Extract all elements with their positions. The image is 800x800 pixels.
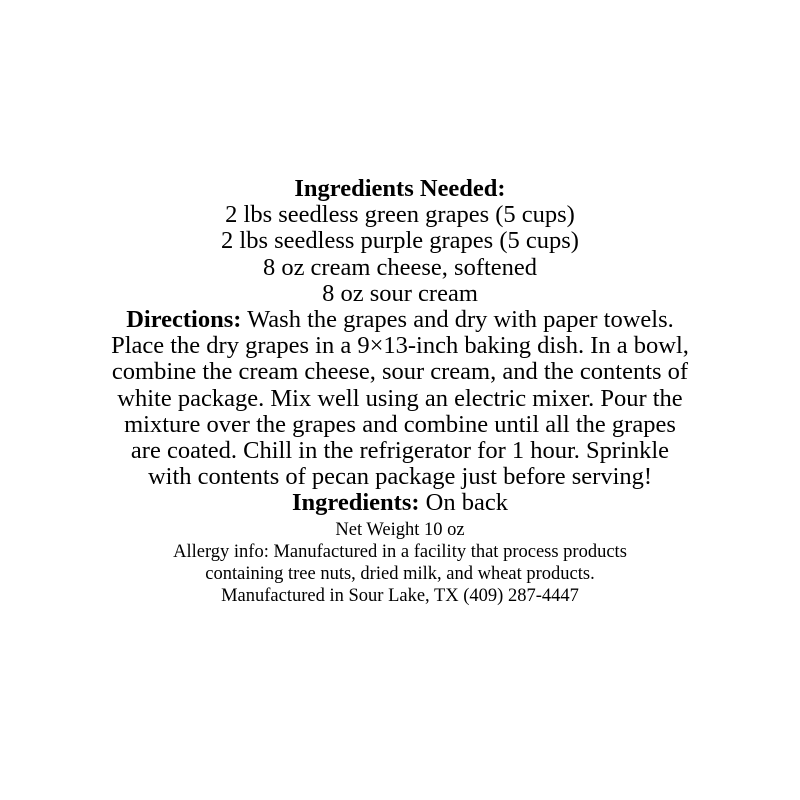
- ingredients-needed-heading: Ingredients Needed:: [294, 175, 506, 202]
- ingredient-item-sour-cream: 8 oz sour cream: [322, 279, 478, 307]
- directions-line-5: mixture over the grapes and combine until all the grapes: [124, 410, 676, 438]
- ingredient-item-green-grapes: 2 lbs seedless green grapes (5 cups): [225, 201, 575, 229]
- ingredient-item-cream-cheese: 8 oz cream cheese, softened: [262, 253, 538, 281]
- product-label: [0, 176, 800, 607]
- directions-line-3: combine the cream cheese, sour cream, and the contents of: [111, 358, 689, 386]
- directions-text-1: Wash the grapes and dry with paper towels.: [241, 306, 674, 334]
- directions-block: [40, 307, 760, 490]
- allergy-info-line-2: containing tree nuts, dried milk, and wheat products.: [205, 563, 595, 584]
- directions-line-4: white package. Mix well using an electric mixer. Pour the: [117, 384, 683, 412]
- directions-line-7: with contents of pecan package just before serving!: [147, 463, 653, 491]
- directions-line-6: are coated. Chill in the refrigerator for 1 hour. Sprinkle: [130, 437, 670, 465]
- net-weight: Net Weight 10 oz: [335, 519, 465, 540]
- manufacturer-info: Manufactured in Sour Lake, TX (409) 287-4447: [221, 585, 579, 606]
- ingredient-item-purple-grapes: 2 lbs seedless purple grapes (5 cups): [221, 227, 579, 255]
- directions-line-1: [40, 307, 760, 333]
- ingredients-text: On back: [419, 489, 508, 517]
- ingredients-line: [0, 490, 800, 516]
- ingredients-heading: Ingredients:: [292, 489, 420, 517]
- directions-heading: Directions:: [126, 306, 242, 334]
- allergy-info-line-1: Allergy info: Manufactured in a facility that process products: [173, 541, 627, 562]
- directions-line-2: Place the dry grapes in a 9×13-inch baking dish. In a bowl,: [111, 332, 689, 360]
